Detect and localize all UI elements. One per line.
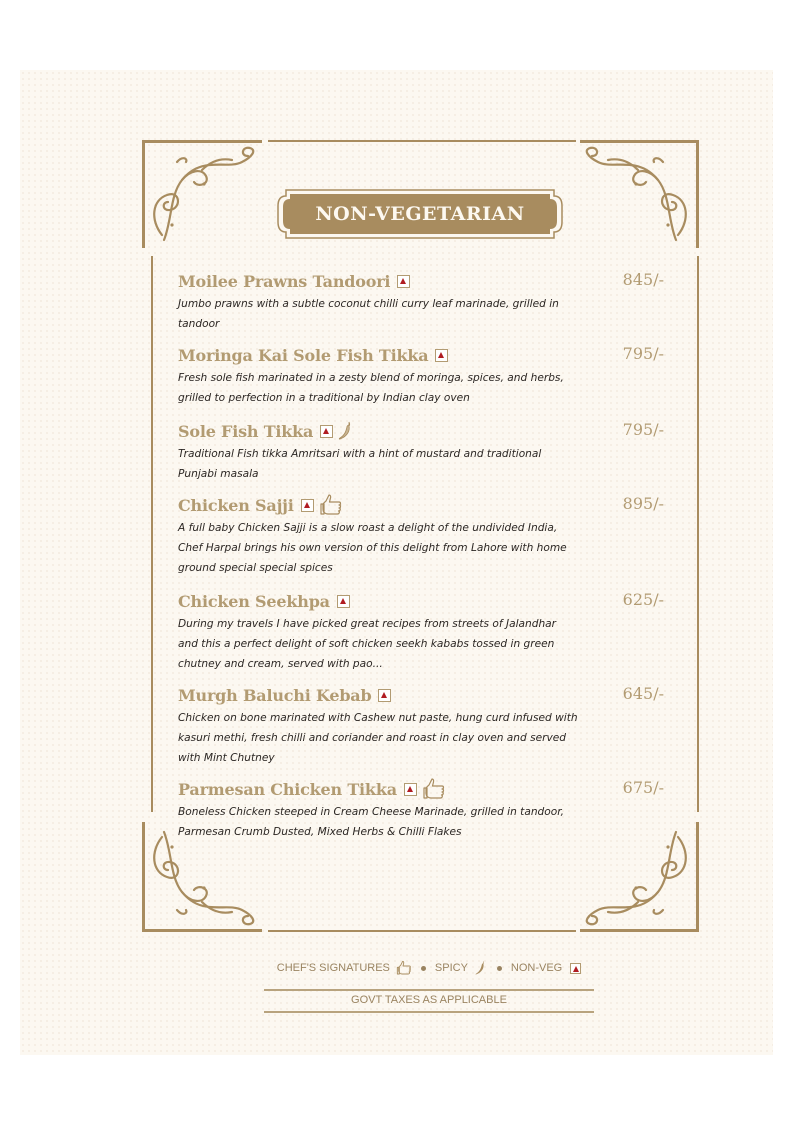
item-price: 675/- bbox=[622, 778, 664, 797]
item-price: 645/- bbox=[622, 684, 664, 703]
item-description: Jumbo prawns with a subtle coconut chilli curry leaf marinade, grilled in tandoor bbox=[178, 298, 559, 330]
corner-ornament-top-left-icon bbox=[142, 140, 262, 255]
menu-item bbox=[178, 342, 668, 404]
item-description: Boneless Chicken steeped in Cream Cheese Marinade, grilled in tandoor, Parmesan Crumb Dusted, Mixed Herbs & Chilli Flakes bbox=[178, 806, 564, 838]
non-veg-icon bbox=[337, 595, 350, 608]
menu-item bbox=[178, 492, 668, 574]
corner-ornament-top-right-icon bbox=[578, 140, 698, 255]
menu-item bbox=[178, 776, 668, 836]
thumbs-up-chef-signature-icon bbox=[319, 493, 343, 517]
taxes-note: GOVT TAXES AS APPLICABLE bbox=[351, 994, 507, 1006]
footer-divider-top bbox=[264, 989, 594, 991]
item-price: 845/- bbox=[622, 270, 664, 289]
item-price: 625/- bbox=[622, 590, 664, 609]
non-veg-icon bbox=[301, 499, 314, 512]
chilli-spicy-icon bbox=[338, 421, 354, 441]
menu-item bbox=[178, 418, 668, 478]
item-name: Moringa Kai Sole Fish Tikka bbox=[178, 345, 429, 365]
menu-item bbox=[178, 682, 668, 762]
section-header-badge bbox=[276, 188, 564, 240]
non-veg-icon bbox=[435, 349, 448, 362]
non-veg-icon bbox=[404, 783, 417, 796]
item-description: Fresh sole fish marinated in a zesty blend of moringa, spices, and herbs, grilled to perfection in a traditional by Indian clay oven bbox=[178, 372, 564, 404]
item-name: Sole Fish Tikka bbox=[178, 421, 314, 441]
frame-top bbox=[268, 140, 576, 142]
frame-right-mid bbox=[697, 256, 699, 812]
icon-legend bbox=[264, 960, 594, 976]
legend-non-veg-label: NON-VEG bbox=[510, 962, 563, 974]
menu-item bbox=[178, 588, 668, 668]
frame-left-mid bbox=[151, 256, 153, 812]
item-price: 895/- bbox=[622, 494, 664, 513]
item-price: 795/- bbox=[622, 420, 664, 439]
item-price: 795/- bbox=[622, 344, 664, 363]
non-veg-icon bbox=[378, 689, 391, 702]
item-name: Chicken Sajji bbox=[178, 495, 294, 515]
item-description: Traditional Fish tikka Amritsari with a hint of mustard and traditional Punjabi masala bbox=[178, 448, 542, 480]
frame-bottom bbox=[268, 930, 576, 932]
non-veg-icon bbox=[397, 275, 410, 288]
item-name: Murgh Baluchi Kebab bbox=[178, 685, 372, 705]
non-veg-icon bbox=[570, 963, 581, 974]
item-description: A full baby Chicken Sajji is a slow roast a delight of the undivided India, Chef Harpal brings his own version of this delight from Lahore with home ground special special spices bbox=[178, 522, 567, 574]
item-name: Moilee Prawns Tandoori bbox=[178, 271, 391, 291]
separator-dot bbox=[421, 966, 426, 971]
chilli-icon bbox=[474, 960, 488, 976]
menu-items-list bbox=[178, 268, 668, 850]
separator-dot bbox=[497, 966, 502, 971]
legend-spicy-label: SPICY bbox=[434, 962, 468, 974]
section-title: NON-VEGETARIAN bbox=[315, 203, 525, 225]
footer-divider-bottom bbox=[264, 1011, 594, 1013]
non-veg-icon bbox=[320, 425, 333, 438]
item-description: Chicken on bone marinated with Cashew nut paste, hung curd infused with kasuri methi, fresh chilli and coriander and roast in clay oven and served with Mint Chutney bbox=[178, 712, 578, 764]
item-description: During my travels I have picked great recipes from streets of Jalandhar and this a perfect delight of soft chicken seekh kababs tossed in green chutney and cream, served with pao... bbox=[178, 618, 557, 670]
menu-item bbox=[178, 268, 668, 328]
thumbs-up-chef-signature-icon bbox=[422, 777, 446, 801]
item-name: Chicken Seekhpa bbox=[178, 591, 330, 611]
thumbs-up-icon bbox=[396, 960, 412, 976]
item-name: Parmesan Chicken Tikka bbox=[178, 779, 397, 799]
legend-chefs-signatures-label: CHEF'S SIGNATURES bbox=[276, 962, 390, 974]
